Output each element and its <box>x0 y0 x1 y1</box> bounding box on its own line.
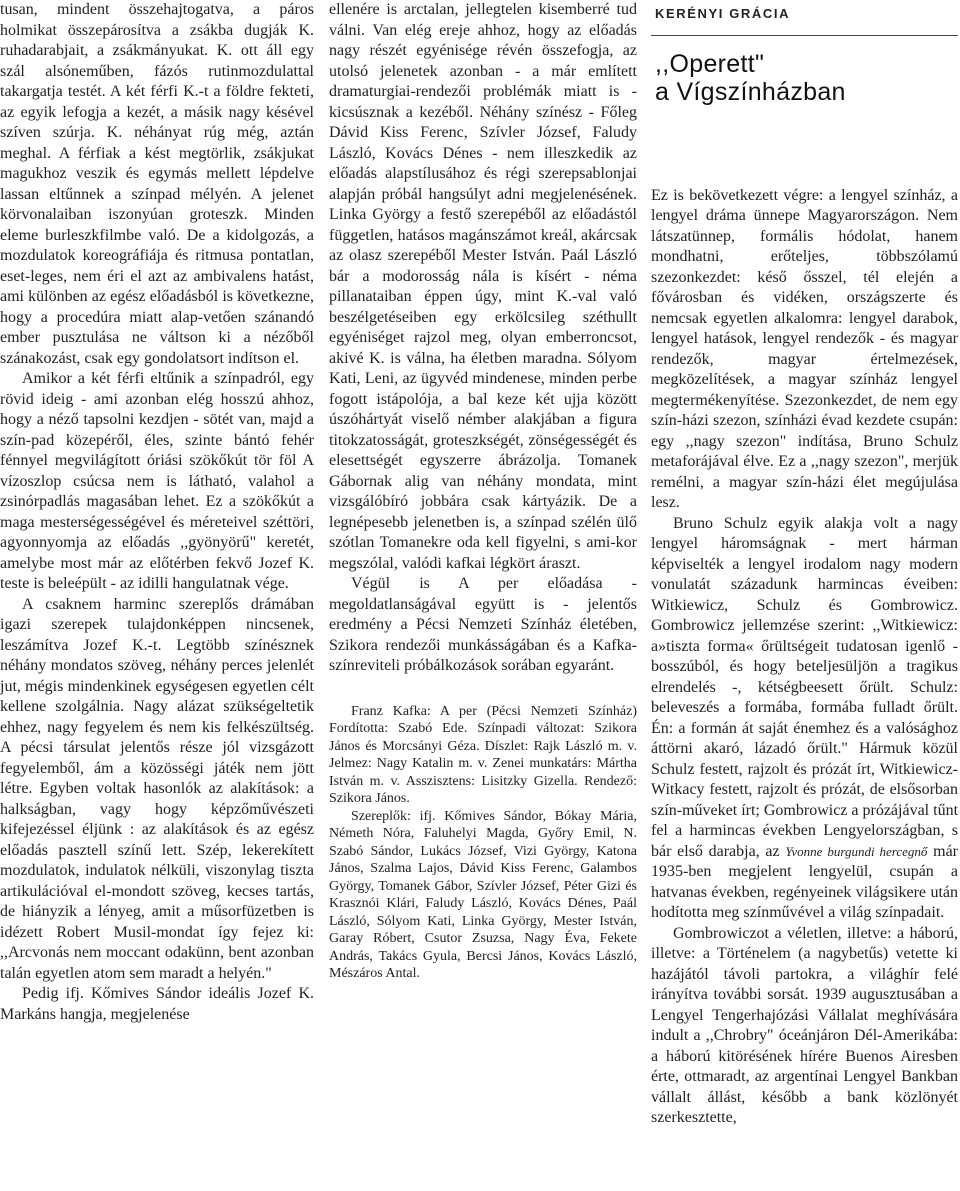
credits-crew: Franz Kafka: A per (Pécsi Nemzeti Színház) Fordította: Szabó Ede. Színpadi változat: Szikora János és Morcsányi Géza. Díszlet: Rajk László m. v. Jelmez: Nagy Katalin m. v. Zenei munkatárs: Mártha István m. v. Asszisztens: Lisitzky Gizella. Rendező: Szikora János. <box>329 703 637 806</box>
paragraph-text: már 1935-ben megjelent lengyelül, csupán a hatvanas években, regényeinek világsikere után hodította meg színművével a világ színpadait. <box>651 842 959 921</box>
title-line-1: ,,Operett" <box>655 49 765 78</box>
paragraph: Amikor a két férfi eltűnik a színpadról, egy rövid ideig - ami azonban elég hosszú ahhoz, hogy a néző tapsolni kezdjen - sötét van, majd a szín-pad közepéről, éles, szinte bántó fehér fénnyel megvilágított óriási szökőkút tör föl A vízoszlop csúcsa nem is látható, valahol a zsinórpadlás magasában lehet. Ez a szökőkút a maga mesterségességével és méreteivel széttöri, agyonnyomja az előadás ,,gyönyörű" keretét, amelybe most már az előtérben fekvő Jozef K. teste is beleépült - az idilli hangulatnak vége. <box>0 370 314 592</box>
author-name: KERÉNYI GRÁCIA <box>655 6 791 21</box>
italic-title: Yvonne burgundi hercegnő <box>785 843 928 859</box>
article-title <box>655 50 958 106</box>
paragraph: Ez is bekövetkezett végre: a lengyel színház, a lengyel dráma ünnepe Magyarországon. Nem látszatünnep, formális hódolat, hanem mondhatni, erőteljes, többszólamú szezonkezdet: késő ősszel, tél elején a fővárosban és vidéken, országszerte és nemcsak egyetlen alkalomra: lengyel darabok, lengyel hatások, lengyel rendezők - és magyar rendezők, magyar értelmezések, megközelítések, a magyar színház lengyel megtermékenyítése. Szezonkezdet, de nem egy szín-házi szezon, színházi évad kezdete csupán: egy ,,nagy szezon" indítása, Bruno Schulz metaforájával élve. Ez a ,,nagy szezon", merjük remélni, a magyar szín-házi élet megújulása lesz. <box>651 186 958 511</box>
title-line-2: a Vígszínházban <box>655 77 846 106</box>
paragraph: ellenére is arctalan, jellegtelen kisemberré tud válni. Van elég ereje ahhoz, hogy az előadás nagy részét egyénisége révén összefogja, az utolsó jelenetek azonban - a már említett dramaturgiai-rendezői problémák miatt is - kicsúsznak a kezéből. Néhány színész - Főleg Dávid Kiss Ferenc, Szívler József, Faludy László, Kovács Dénes - nem illeszkedik az előadás alapstílusához és régi szerepsablonjai alapján próbál hangsúlyt adni megjelenésének. Linka György a festő szerepéből az előadástól független, hatásos magánszámot kreál, akárcsak az olasz szerepéből Mester István. Paál László bár a modorosság nála is kísért - néma pillanataiban éppen úgy, mint K.-val való beszélgetéseiben egy erkölcsileg széthullt egyéniséget rajzol meg, olyan emberroncsot, akivé K. is válna, ha életben maradna. Sólyom Kati, Leni, az ügyvéd mindenese, minden perbe fogott istápolója, a bal keze két ujja között úszóhártyát viselő némber alakjában a figura titokzatosságát, groteszkségét, zönségességét és elesettségét egyszerre ábrázolja. Tomanek Gábornak alig van néhány mondata, mint vizsgálóbíró jobbára csak kártyázik. De a legnépesebb jelenetben is, a színpad szélén ülő szótlan Tomanekre oda kell figyelni, s ami-kor megszólal, valódi kafkai légkört áraszt. <box>329 1 637 572</box>
production-credits <box>329 703 637 983</box>
paragraph: Végül is A per előadása - megoldatlanságával együtt is - jelentős eredmény a Pécsi Nemzeti Színház életében, Szikora rendezői munkásságában és a Kafka-színreviteli próbálkozások sorában egyaránt. <box>329 575 637 674</box>
paragraph <box>651 514 958 924</box>
divider <box>651 35 958 36</box>
paragraph: tusan, mindent összehajtogatva, a páros holmikat összepárosítva a zsákba dugják K. ruhadarabjait, a zsákmányukat. K. ott áll egy szál alsóneműben, fázós rutinmozdulattal takargatja testét. A két férfi K.-t a földre fekteti, az egyik lefogja a kezét, a másik nagy késével szíven szúrja. K. néhányat rúg még, aztán meghal. A férfiak a kést megtörlik, zsákjukat magukhoz veszik és egymás mellett lépdelve lassan eltűnnek a színpad mélyén. A jelenet körvonalaiban iszonyúan groteszk. Minden eleme burleszkfilmbe való. De a kidolgozás, a mozdulatok koreográfiája és ritmusa pontatlan, eset-leges, nem éri el azt az ambivalens hatást, ami különben az egész előadásból is következne, hogy a procedúra miatt alap-vetően szánandó ember pusztulása ne váltson ki a nézőből szánakozást, csak egy gondolatsort indítson el. <box>0 1 314 367</box>
column-2 <box>329 0 637 983</box>
paragraph: A csaknem harminc szereplős drámában igazi szerepek tulajdonképpen nincsenek, leszámítva Jozef K.-t. Legtöbb színésznek néhány mondatos szöveg, néhány perces jelenlét jut, mégis mindenkinek egységesen egyetlen célt kellene szolgálnia. Nagy alázat szükségeltetik ehhez, nagy fegyelem és nem kis felkészültség. A pécsi társulat jelentős része jól vizsgázott fegyelemből, ám a közösségi játék nem jött létre. Egyben voltak hasonlók az alakítások: a halkságban, vagy hogy képzőművészeti kifejezéssel éljünk : az alakítások és az egész előadás pasztell színű lett. Szép, lekerekített mozdulatok, indulatok nélküli, viszonylag tiszta artikulációval el-mondott szöveg, kecses tartás, de hiányzik a lényeg, amit a műsorfüzetben is idézett Robert Musil-mondat így fejez ki: ,,Arcvonás nem moccant odakünn, bent azonban talán egyetlen atom sem maradt a helyén." <box>0 595 314 982</box>
paragraph: Gombrowiczot a véletlen, illetve: a háború, illetve: a Történelem (a nagybetűs) vetette ki hazájától távoli partokra, a világhír felé irányítva további sorsát. 1939 augusztusában a Lengyel Tengerhajózási Vállalat meghívására indult a ,,Chrobry" óceánjáron Dél-Amerikába: a háború kitörésének hírére Buenos Airesben érte, ottmaradt, az argentínai Lengyel Bankban vállalt állást, később a bank közlönyét szerkesztette, <box>651 924 958 1126</box>
paragraph: Pedig ifj. Kőmives Sándor ideális Jozef K. Markáns hangja, megjelenése <box>0 985 314 1023</box>
column-1 <box>0 0 314 1025</box>
paragraph-text: Bruno Schulz egyik alakja volt a nagy lengyel háromságnak - mert hárman képviselték a lengyel irodalom nagy modern vonulatát századunk harmincas éveiben: Witkiewicz, Schulz és Gombrowicz. Gombrowicz jellemzése szerint: ,,Witkiewicz: a»tiszta forma« őrültségeit tudatosan igenlő - bosszúból, és hogy beteljesüljön a tragikus elrendelés -, kétségbeesett őrült. Schulz: beleveszés a formába, formába fulladt őrült. Én: a formán át saját énemhez és a valósághoz áttörni akaró, lázadó őrült." Hármuk közül Schulz festett, rajzolt és prózát írt, Witkiewicz-Witkacy festett, rajzolt és prózát, de elsősorban szín-műveket írt; Gombrowicz a prózájával tűnt fel a harmincas években Lengyelországban, s bár első darabja, az <box>651 514 959 860</box>
credits-cast: Szereplők: ifj. Kőmives Sándor, Bókay Mária, Németh Nóra, Faluhelyi Magda, Győry Emil, N. Szabó Sándor, Lukács József, Vizi György, Katona János, Szalma Lajos, Dávid Kiss Ferenc, Galambos György, Tomanek Gábor, Szívler József, Péter Gizi és Krasznói Klári, Faludy László, Kovács Dénes, Paál László, Sólyom Kati, Linka György, Mester István, Garay Róbert, Csutor Zsuzsa, Nagy Éva, Fekete András, Takács Gyula, Bercsi János, Kovács László, Mészáros Antal. <box>329 808 637 981</box>
column-3 <box>651 0 958 1129</box>
